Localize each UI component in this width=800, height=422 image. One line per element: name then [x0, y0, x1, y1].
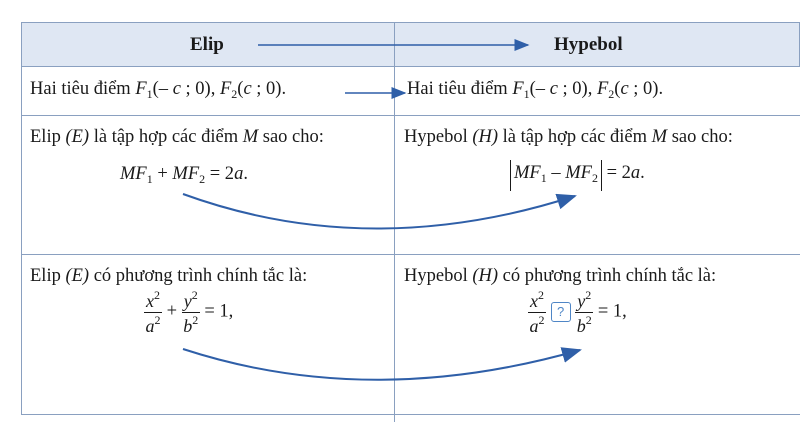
question-box[interactable]: ? [551, 302, 571, 322]
ellipse-definition-formula: $MF_1 + MF_2 = 2a$. [120, 164, 248, 186]
hyperbola-equation-formula: $\frac{x^2}{a^2}$ ? $\frac{y^2}{b^2}$ = 1, [529, 288, 627, 336]
definition-left: Elip (E) là tập hợp các điểm M sao cho: [30, 127, 324, 147]
header-elip: Elip [190, 34, 224, 55]
hyperbola-definition-formula: $MF_1 - MF_2 = 2a$. [510, 160, 645, 191]
foci-left: Hai tiêu điểm $F_1(-$ c ; 0), $F_2(c$ ; 0). [30, 79, 287, 101]
equation-left: Elip (E) có phương trình chính tắc là: [30, 266, 308, 286]
definition-arrow [183, 194, 575, 229]
ellipse-equation-formula: $\frac{x^2}{a^2}$ + $\frac{y^2}{b^2}$ = 1, [145, 288, 234, 336]
foci-right: Hai tiêu điểm $F_1(-$ c ; 0), $F_2(c$ ; 0). [407, 79, 664, 101]
equation-right: Hypebol (H) có phương trình chính tắc là: [404, 266, 717, 286]
definition-right: Hypebol (H) là tập hợp các điểm M sao cho: [404, 127, 733, 147]
equation-arrow [183, 349, 580, 380]
header-hypebol: Hypebol [554, 34, 623, 55]
